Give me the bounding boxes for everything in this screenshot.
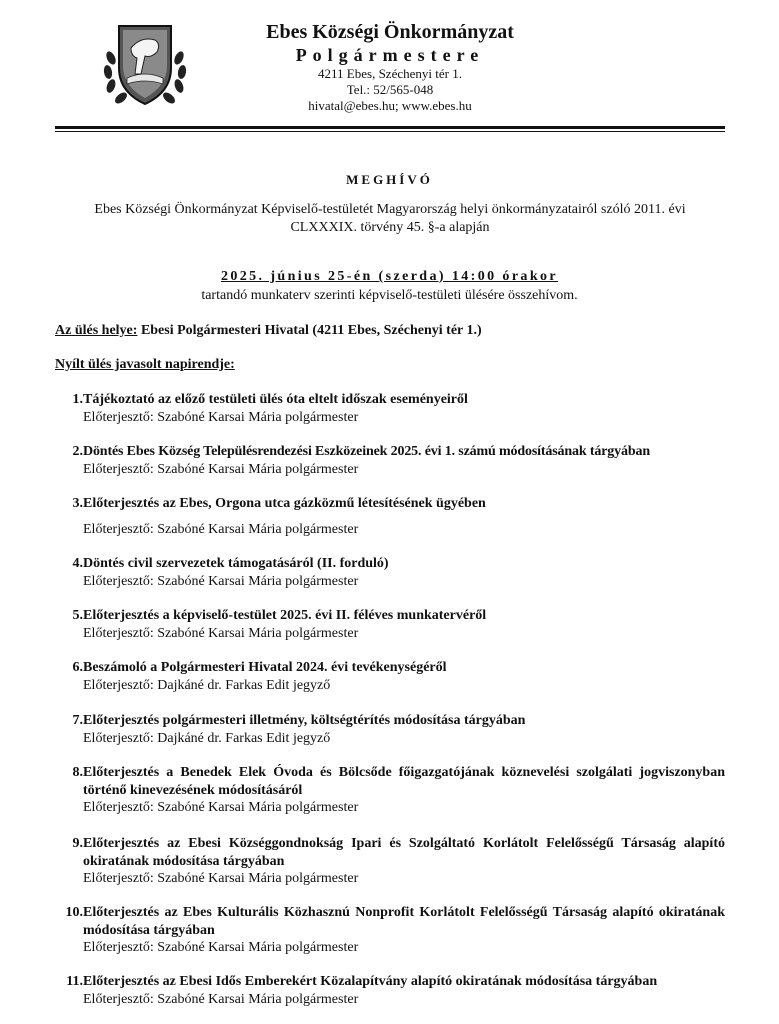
agenda-item-presenter: Előterjesztő: Szabóné Karsai Mária polgármester (83, 409, 359, 425)
agenda-item-number: 11. (66, 974, 83, 989)
agenda-item (55, 764, 725, 817)
address: 4211 Ebes, Széchenyi tér 1. (318, 66, 462, 81)
agenda-item-presenter: Előterjesztő: Dajkáné dr. Farkas Edit jegyző (83, 677, 331, 693)
agenda-item-presenter: Előterjesztő: Szabóné Karsai Mária polgármester (83, 871, 359, 887)
intro-text (60, 201, 720, 237)
agenda-item-presenter: Előterjesztő: Szabóné Karsai Mária polgármester (83, 940, 359, 956)
agenda-item (55, 391, 725, 426)
agenda-item-title: Tájékoztató az előző testületi ülés óta eltelt időszak eseményeiről (83, 392, 468, 407)
agenda-item-title: Döntés civil szervezetek támogatásáról (II. forduló) (83, 556, 389, 571)
agenda-item (55, 973, 725, 1008)
agenda-item-presenter: Előterjesztő: Dajkáné dr. Farkas Edit jegyző (83, 730, 331, 746)
agenda-item-number: 1. (72, 392, 83, 407)
agenda-item (55, 443, 725, 478)
agenda-item-number: 2. (72, 444, 83, 459)
meeting-date-subtext: tartandó munkaterv szerinti képviselő-testületi ülésére összehívom. (201, 288, 578, 303)
agenda-item-number: 4. (72, 556, 83, 571)
agenda-item-title: Előterjesztés az Ebes Kulturális Közhasznú Nonprofit Korlátolt Felelősségű Társaság alapító okiratának módosítása tárgyában (83, 905, 725, 938)
agenda-item (55, 712, 725, 747)
agenda-item-title: Előterjesztés az Ebes, Orgona utca gázközmű létesítésének ügyében (83, 496, 486, 511)
intro-line-2: CLXXXIX. törvény 45. §-a alapján (290, 220, 490, 235)
agenda-item-number: 3. (72, 496, 83, 511)
office-title: Polgármestere (295, 45, 485, 65)
meeting-date (0, 268, 779, 286)
agenda-item-presenter: Előterjesztő: Szabóné Karsai Mária polgármester (83, 573, 359, 589)
agenda-item-number: 7. (72, 713, 83, 728)
agenda-item-number: 10. (65, 905, 83, 920)
agenda-item-title: Előterjesztés polgármesteri illetmény, költségtérítés módosítása tárgyában (83, 713, 526, 728)
agenda-item (55, 835, 725, 888)
intro-line-1: Ebes Községi Önkormányzat Képviselő-testületét Magyarország helyi önkormányzatairól szóló 2011. évi (94, 202, 686, 217)
header-divider (55, 126, 725, 129)
phone: Tel.: 52/565-048 (346, 82, 434, 97)
agenda-item-title: Döntés Ebes Község Településrendezési Eszközeinek 2025. évi 1. számú módosításának tárgyában (83, 444, 650, 459)
agenda-item-number: 6. (72, 660, 83, 675)
agenda-item-number: 5. (72, 608, 83, 623)
agenda-heading: Nyílt ülés javasolt napirendje: (55, 357, 235, 372)
agenda-item-presenter: Előterjesztő: Szabóné Karsai Mária polgármester (83, 625, 359, 641)
meeting-place (55, 322, 482, 340)
coat-of-arms-icon (101, 18, 189, 110)
agenda-item-title: Előterjesztés az Ebesi Idős Emberekért Közalapítvány alapító okiratának módosítása tárgyában (83, 974, 658, 989)
agenda-item-number: 9. (72, 836, 83, 851)
agenda-item-title: Előterjesztés az Ebesi Községgondnokság Ipari és Szolgáltató Korlátolt Felelősségű Társaság alapító okiratának módosítása tárgyában (83, 836, 725, 869)
agenda-item-title: Előterjesztés a képviselő-testület 2025. évi II. féléves munkatervéről (83, 608, 487, 623)
contact: hivatal@ebes.hu; www.ebes.hu (308, 98, 472, 113)
agenda-item (55, 904, 725, 957)
meeting-place-label: Az ülés helye: (55, 323, 138, 338)
agenda-item (55, 607, 725, 642)
agenda-item-presenter: Előterjesztő: Szabóné Karsai Mária polgármester (83, 521, 359, 537)
agenda-item-presenter: Előterjesztő: Szabóné Karsai Mária polgármester (83, 991, 359, 1007)
agenda-item (55, 659, 725, 694)
meeting-date-text: 2025. június 25-én (szerda) 14:00 órakor (220, 269, 559, 284)
document-title: MEGHÍVÓ (346, 172, 433, 187)
agenda-item-presenter: Előterjesztő: Szabóné Karsai Mária polgármester (83, 461, 359, 477)
org-name: Ebes Községi Önkormányzat (266, 21, 514, 43)
agenda-item (55, 495, 725, 538)
agenda-item-number: 8. (72, 765, 83, 780)
agenda-item (55, 555, 725, 590)
letterhead (230, 20, 550, 114)
agenda-item-title: Előterjesztés a Benedek Elek Óvoda és Bölcsőde főigazgatójának köznevelési szolgálati jogviszonyban történő kinevezésének módosításáról (83, 765, 725, 798)
meeting-place-value: Ebesi Polgármesteri Hivatal (4211 Ebes, Széchenyi tér 1.) (137, 323, 482, 338)
agenda-item-presenter: Előterjesztő: Szabóné Karsai Mária polgármester (83, 800, 359, 816)
header-divider-thin (55, 131, 725, 132)
agenda-item-title: Beszámoló a Polgármesteri Hivatal 2024. évi tevékenységéről (83, 660, 447, 675)
